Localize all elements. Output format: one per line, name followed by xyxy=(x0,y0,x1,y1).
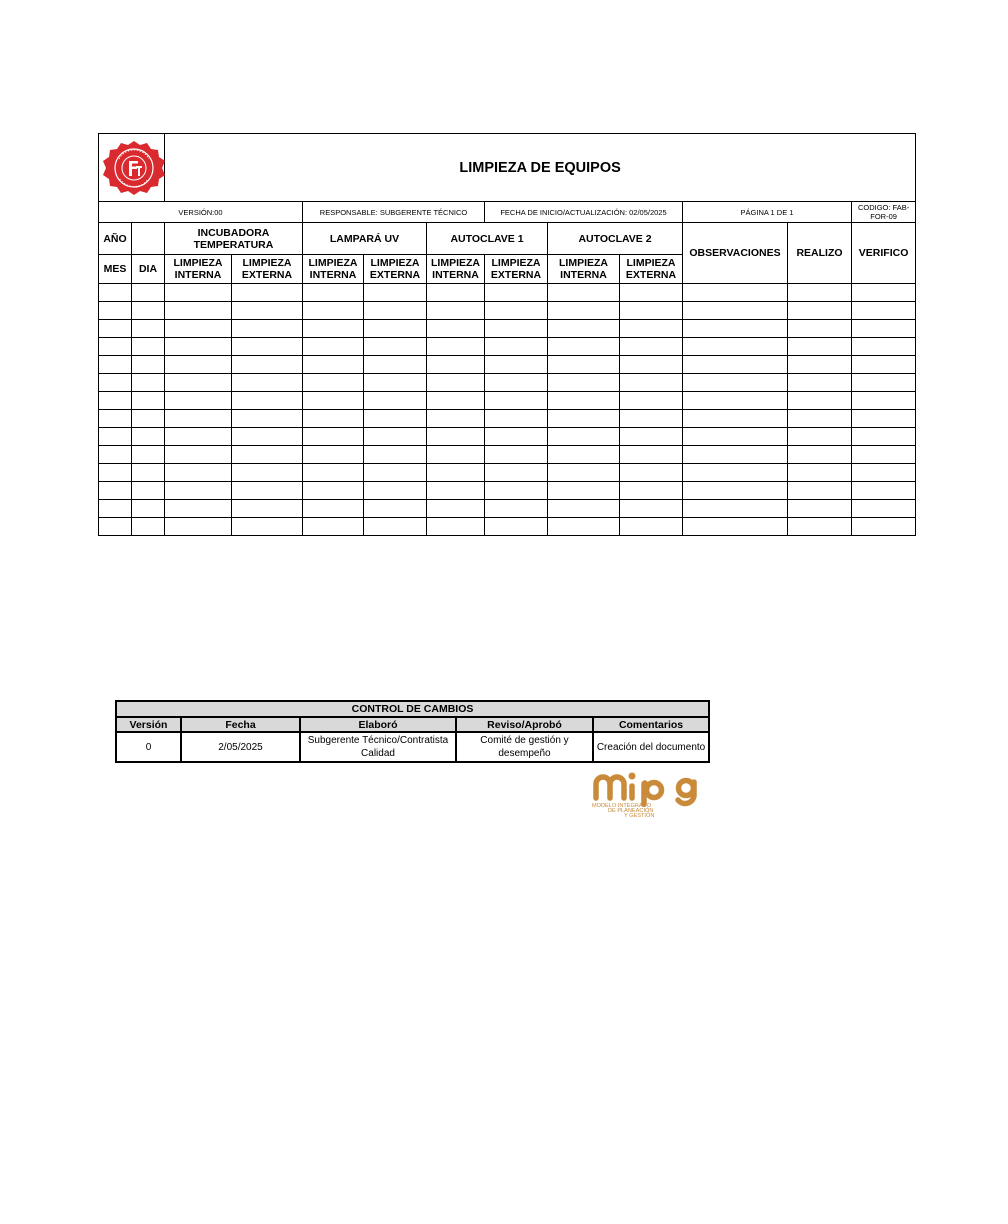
table-row xyxy=(99,356,916,374)
empty-cell xyxy=(427,482,485,500)
empty-cell xyxy=(620,482,683,500)
empty-cell xyxy=(427,410,485,428)
empty-cell xyxy=(303,464,364,482)
empty-cell xyxy=(852,392,916,410)
empty-cell xyxy=(788,500,852,518)
empty-cell xyxy=(232,320,303,338)
mipg-tagline-1: MODELO INTEGRADO xyxy=(592,803,652,809)
empty-cell xyxy=(620,410,683,428)
empty-cell xyxy=(132,320,165,338)
empty-cell xyxy=(427,446,485,464)
empty-cell xyxy=(132,338,165,356)
row-version: 0 xyxy=(116,732,181,762)
header-autoclave2-internal: LIMPIEZA INTERNA xyxy=(548,255,620,284)
empty-cell xyxy=(852,410,916,428)
empty-cell xyxy=(99,428,132,446)
empty-cell xyxy=(364,302,427,320)
empty-cell xyxy=(852,284,916,302)
empty-cell xyxy=(683,302,788,320)
empty-cell xyxy=(132,464,165,482)
empty-cell xyxy=(485,446,548,464)
empty-cell xyxy=(303,392,364,410)
empty-cell xyxy=(485,284,548,302)
empty-cell xyxy=(852,374,916,392)
table-row xyxy=(99,500,916,518)
empty-cell xyxy=(303,284,364,302)
empty-cell xyxy=(165,356,232,374)
empty-cell xyxy=(99,320,132,338)
empty-cell xyxy=(303,518,364,536)
table-row xyxy=(99,464,916,482)
empty-cell xyxy=(132,410,165,428)
empty-cell xyxy=(620,356,683,374)
header-performed: REALIZO xyxy=(788,223,852,284)
empty-cell xyxy=(620,500,683,518)
column-date: Fecha xyxy=(181,717,300,732)
empty-cell xyxy=(165,338,232,356)
header-observations: OBSERVACIONES xyxy=(683,223,788,284)
empty-cell xyxy=(788,410,852,428)
row-reviewed-by: Comité de gestión y desempeño xyxy=(456,732,593,762)
table-row xyxy=(116,732,709,762)
document-title: LIMPIEZA DE EQUIPOS xyxy=(165,134,916,202)
header-uv-external: LIMPIEZA EXTERNA xyxy=(364,255,427,284)
mipg-logo xyxy=(588,770,710,820)
empty-cell xyxy=(364,410,427,428)
empty-cell xyxy=(788,374,852,392)
empty-cell xyxy=(788,464,852,482)
empty-cell xyxy=(788,356,852,374)
empty-cell xyxy=(364,518,427,536)
empty-cell xyxy=(99,518,132,536)
empty-cell xyxy=(485,356,548,374)
table-row xyxy=(99,410,916,428)
empty-cell xyxy=(485,392,548,410)
empty-cell xyxy=(232,500,303,518)
empty-cell xyxy=(485,428,548,446)
header-uv-internal: LIMPIEZA INTERNA xyxy=(303,255,364,284)
empty-cell xyxy=(364,374,427,392)
empty-cell xyxy=(303,374,364,392)
empty-cell xyxy=(548,482,620,500)
empty-cell xyxy=(427,302,485,320)
empty-cell xyxy=(683,356,788,374)
column-version: Versión xyxy=(116,717,181,732)
empty-cell xyxy=(683,482,788,500)
empty-cell xyxy=(232,356,303,374)
empty-cell xyxy=(852,500,916,518)
empty-cell xyxy=(99,338,132,356)
empty-cell xyxy=(620,284,683,302)
empty-cell xyxy=(427,428,485,446)
empty-cell xyxy=(165,284,232,302)
empty-cell xyxy=(485,500,548,518)
date-label: FECHA DE INICIO/ACTUALIZACIÓN: 02/05/2025 xyxy=(485,202,683,223)
empty-cell xyxy=(99,446,132,464)
empty-cell xyxy=(427,356,485,374)
empty-cell xyxy=(303,446,364,464)
empty-cell xyxy=(788,482,852,500)
empty-cell xyxy=(165,446,232,464)
empty-cell xyxy=(132,302,165,320)
empty-cell xyxy=(232,284,303,302)
empty-cell xyxy=(620,428,683,446)
empty-cell xyxy=(303,302,364,320)
empty-cell xyxy=(165,374,232,392)
empty-cell xyxy=(364,428,427,446)
header-autoclave2-external: LIMPIEZA EXTERNA xyxy=(620,255,683,284)
empty-cell xyxy=(165,482,232,500)
empty-cell xyxy=(683,374,788,392)
empty-cell xyxy=(852,446,916,464)
empty-cell xyxy=(99,500,132,518)
empty-cell xyxy=(683,320,788,338)
empty-cell xyxy=(427,284,485,302)
table-row xyxy=(99,482,916,500)
header-year: AÑO xyxy=(99,223,132,255)
column-reviewed-by: Reviso/Aprobó xyxy=(456,717,593,732)
empty-cell xyxy=(232,392,303,410)
empty-cell xyxy=(364,464,427,482)
empty-cell xyxy=(99,284,132,302)
empty-cell xyxy=(788,338,852,356)
empty-cell xyxy=(620,446,683,464)
empty-cell xyxy=(852,356,916,374)
empty-cell xyxy=(852,338,916,356)
empty-cell xyxy=(303,500,364,518)
header-month: MES xyxy=(99,255,132,284)
empty-cell xyxy=(683,500,788,518)
empty-cell xyxy=(485,518,548,536)
empty-cell xyxy=(683,464,788,482)
empty-cell xyxy=(548,356,620,374)
empty-cell xyxy=(788,428,852,446)
empty-cell xyxy=(427,320,485,338)
table-row xyxy=(99,284,916,302)
row-prepared-by: Subgerente Técnico/Contratista Calidad xyxy=(300,732,456,762)
empty-cell xyxy=(788,392,852,410)
empty-cell xyxy=(485,320,548,338)
empty-cell xyxy=(427,338,485,356)
empty-cell xyxy=(485,374,548,392)
empty-cell xyxy=(788,446,852,464)
empty-cell xyxy=(303,356,364,374)
column-comments: Comentarios xyxy=(593,717,709,732)
table-row xyxy=(99,428,916,446)
row-date: 2/05/2025 xyxy=(181,732,300,762)
header-blank xyxy=(132,223,165,255)
cleaning-form-table xyxy=(98,133,916,536)
empty-cell xyxy=(303,320,364,338)
header-verified: VERIFICO xyxy=(852,223,916,284)
code-label: CODIGO: FAB-FOR-09 xyxy=(852,202,916,223)
empty-cell xyxy=(620,464,683,482)
empty-cell xyxy=(788,518,852,536)
header-incubator: INCUBADORA TEMPERATURA xyxy=(165,223,303,255)
empty-cell xyxy=(364,500,427,518)
empty-cell xyxy=(232,464,303,482)
empty-cell xyxy=(683,284,788,302)
empty-cell xyxy=(548,410,620,428)
empty-cell xyxy=(232,302,303,320)
empty-cell xyxy=(427,374,485,392)
empty-cell xyxy=(364,284,427,302)
empty-cell xyxy=(620,320,683,338)
table-row xyxy=(99,338,916,356)
empty-cell xyxy=(548,500,620,518)
empty-cell xyxy=(232,446,303,464)
empty-cell xyxy=(620,392,683,410)
blank-entry-rows xyxy=(99,284,916,536)
empty-cell xyxy=(364,392,427,410)
row-comments: Creación del documento xyxy=(593,732,709,762)
empty-cell xyxy=(683,338,788,356)
empty-cell xyxy=(132,392,165,410)
empty-cell xyxy=(485,482,548,500)
empty-cell xyxy=(232,428,303,446)
empty-cell xyxy=(303,338,364,356)
responsible-label: RESPONSABLE: SUBGERENTE TÉCNICO xyxy=(303,202,485,223)
header-autoclave-1: AUTOCLAVE 1 xyxy=(427,223,548,255)
empty-cell xyxy=(548,320,620,338)
table-row xyxy=(99,392,916,410)
empty-cell xyxy=(548,284,620,302)
empty-cell xyxy=(132,284,165,302)
empty-cell xyxy=(548,338,620,356)
empty-cell xyxy=(364,482,427,500)
table-row xyxy=(99,374,916,392)
empty-cell xyxy=(548,374,620,392)
empty-cell xyxy=(852,302,916,320)
empty-cell xyxy=(99,356,132,374)
empty-cell xyxy=(548,428,620,446)
empty-cell xyxy=(364,356,427,374)
empty-cell xyxy=(788,320,852,338)
empty-cell xyxy=(620,302,683,320)
empty-cell xyxy=(620,338,683,356)
header-incubator-internal: LIMPIEZA INTERNA xyxy=(165,255,232,284)
empty-cell xyxy=(165,428,232,446)
empty-cell xyxy=(165,500,232,518)
empty-cell xyxy=(548,446,620,464)
empty-cell xyxy=(165,392,232,410)
empty-cell xyxy=(165,518,232,536)
header-autoclave1-internal: LIMPIEZA INTERNA xyxy=(427,255,485,284)
change-control-title: CONTROL DE CAMBIOS xyxy=(116,701,709,717)
empty-cell xyxy=(232,338,303,356)
empty-cell xyxy=(548,518,620,536)
empty-cell xyxy=(485,338,548,356)
mipg-tagline-2: DE PLANEACIÓN xyxy=(608,808,654,814)
header-uv-lamp: LAMPARÁ UV xyxy=(303,223,427,255)
header-autoclave1-external: LIMPIEZA EXTERNA xyxy=(485,255,548,284)
empty-cell xyxy=(303,428,364,446)
empty-cell xyxy=(683,392,788,410)
empty-cell xyxy=(364,446,427,464)
empty-cell xyxy=(132,518,165,536)
empty-cell xyxy=(683,446,788,464)
table-row xyxy=(99,518,916,536)
version-label: VERSIÓN:00 xyxy=(99,202,303,223)
empty-cell xyxy=(132,482,165,500)
header-autoclave-2: AUTOCLAVE 2 xyxy=(548,223,683,255)
empty-cell xyxy=(852,518,916,536)
empty-cell xyxy=(852,482,916,500)
empty-cell xyxy=(683,410,788,428)
empty-cell xyxy=(303,482,364,500)
company-seal-logo xyxy=(99,134,165,202)
change-control-table xyxy=(115,700,710,763)
empty-cell xyxy=(232,482,303,500)
empty-cell xyxy=(485,464,548,482)
mipg-tagline-3: Y GESTIÓN xyxy=(624,813,655,819)
header-incubator-external: LIMPIEZA EXTERNA xyxy=(232,255,303,284)
empty-cell xyxy=(548,392,620,410)
empty-cell xyxy=(165,320,232,338)
empty-cell xyxy=(364,338,427,356)
page-label: PÁGINA 1 DE 1 xyxy=(683,202,852,223)
empty-cell xyxy=(132,356,165,374)
empty-cell xyxy=(427,392,485,410)
seal-icon xyxy=(99,139,169,197)
empty-cell xyxy=(232,518,303,536)
empty-cell xyxy=(99,392,132,410)
empty-cell xyxy=(99,464,132,482)
header-day: DIA xyxy=(132,255,165,284)
column-prepared-by: Elaboró xyxy=(300,717,456,732)
empty-cell xyxy=(99,482,132,500)
empty-cell xyxy=(485,302,548,320)
empty-cell xyxy=(852,428,916,446)
empty-cell xyxy=(683,518,788,536)
empty-cell xyxy=(132,446,165,464)
empty-cell xyxy=(788,284,852,302)
empty-cell xyxy=(548,464,620,482)
empty-cell xyxy=(165,410,232,428)
empty-cell xyxy=(427,518,485,536)
empty-cell xyxy=(548,302,620,320)
empty-cell xyxy=(427,464,485,482)
empty-cell xyxy=(132,500,165,518)
empty-cell xyxy=(485,410,548,428)
empty-cell xyxy=(303,410,364,428)
table-row xyxy=(99,320,916,338)
empty-cell xyxy=(620,518,683,536)
empty-cell xyxy=(99,302,132,320)
empty-cell xyxy=(99,410,132,428)
table-row xyxy=(99,446,916,464)
empty-cell xyxy=(99,374,132,392)
empty-cell xyxy=(132,374,165,392)
empty-cell xyxy=(620,374,683,392)
empty-cell xyxy=(232,374,303,392)
empty-cell xyxy=(165,464,232,482)
empty-cell xyxy=(232,410,303,428)
empty-cell xyxy=(852,320,916,338)
empty-cell xyxy=(165,302,232,320)
empty-cell xyxy=(852,464,916,482)
empty-cell xyxy=(132,428,165,446)
empty-cell xyxy=(788,302,852,320)
table-row xyxy=(99,302,916,320)
empty-cell xyxy=(364,320,427,338)
empty-cell xyxy=(427,500,485,518)
empty-cell xyxy=(683,428,788,446)
